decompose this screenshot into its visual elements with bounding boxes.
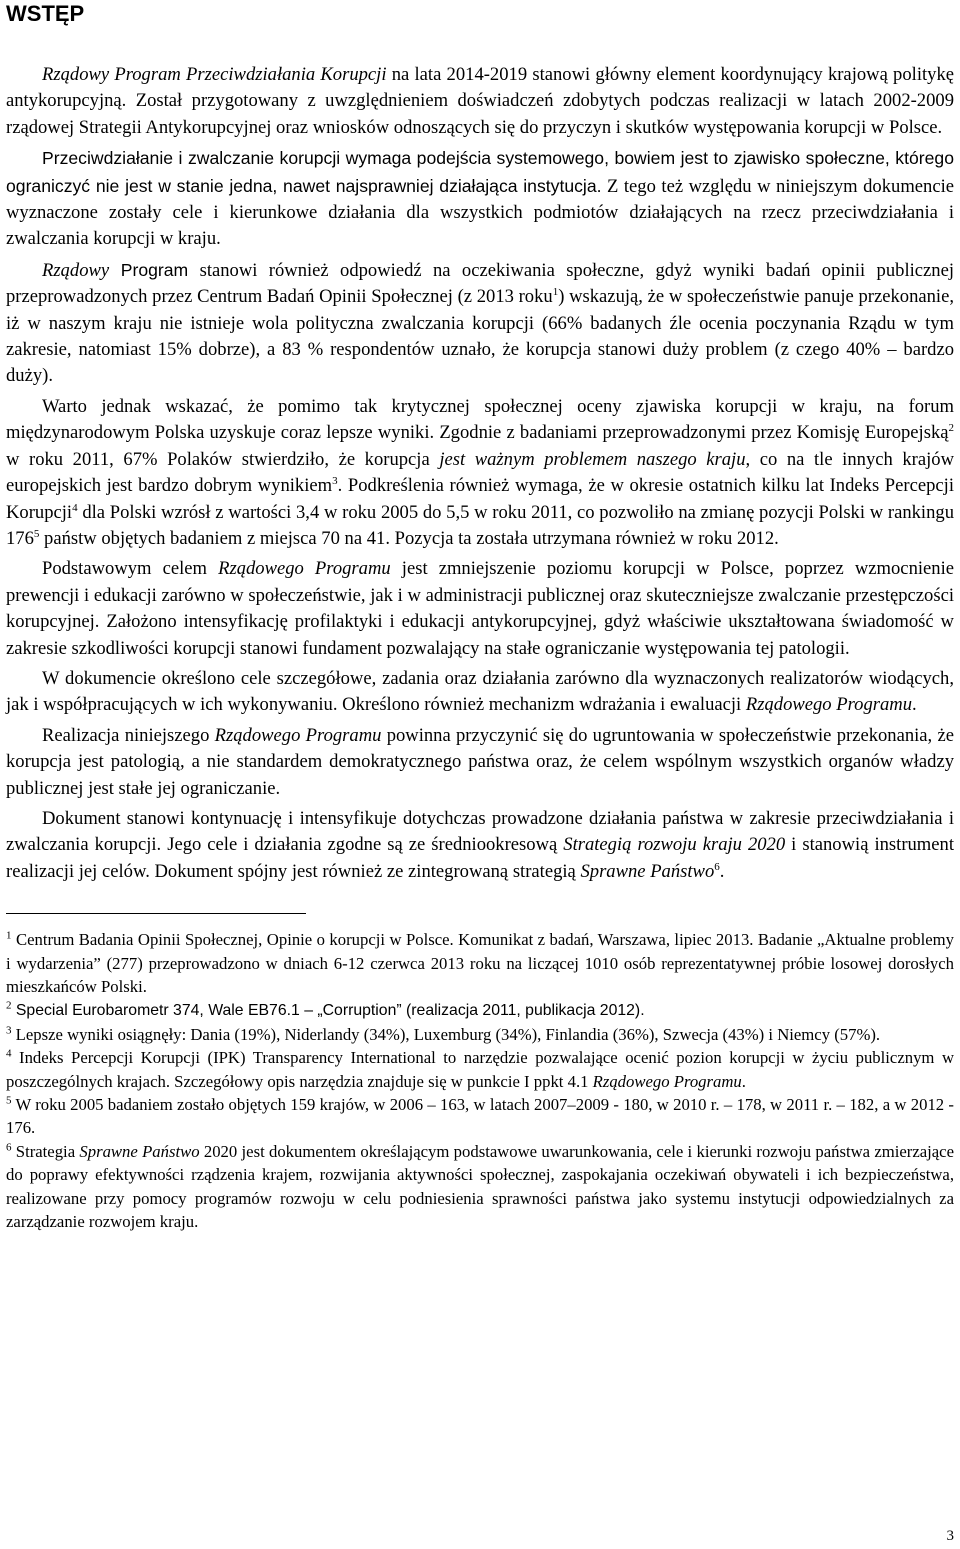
footnote-6	[6, 1140, 954, 1234]
footnote-text: Centrum Badania Opinii Społecznej, Opinie o korupcji w Polsce. Komunikat z badań, Warszawa, lipiec 2013. Badanie „Aktualne problemy i wydarzenia” (277) przeprowadzono w dniach 6-12 czerwca 2013 roku na liczącej 1010 osób reprezentatywnej próbie losowej dorosłych mieszkańców Polski.	[6, 930, 954, 996]
footnote-number: 5	[6, 1094, 12, 1107]
paragraph-text: . Podkreślenia również wymaga, że w okresie ostatnich kilku lat Indeks Percepcji Korupcji	[6, 475, 954, 523]
paragraph-text: Dokument stanowi kontynuację i intensyfikuje dotychczas prowadzone działania państwa w zakresie przeciwdziałania i zwalczania korupcji. Jego cele i działania zgodne są ze średniookresową	[6, 807, 954, 856]
paragraph-5	[6, 556, 954, 662]
footnote-text: Strategia	[11, 1141, 80, 1161]
paragraph-6	[6, 666, 954, 719]
paragraph-text: stanowi również odpowiedź na oczekiwania społeczne, gdyż wyniki badań opinii publicznej przeprowadzonych przez Centrum Badań Opinii Społecznej (z 2013 roku	[6, 259, 954, 308]
paragraph-text: i stanowią instrument realizacji jej celów. Dokument spójny jest również ze zintegrowaną strategią	[6, 834, 954, 882]
footnote-separator	[6, 913, 306, 914]
paragraph-text: .	[912, 694, 917, 716]
paragraph-7	[6, 723, 954, 802]
paragraph-text: Warto jednak wskazać, że pomimo tak krytycznej społecznej oceny zjawiska korupcji w kraju, na forum międzynarodowym Polska uzyskuje coraz lepsze wyniki. Zgodnie z badaniami przeprowadzonymi przez Komisję Europejską	[6, 395, 954, 444]
paragraph-text: ) wskazują, że w społeczeństwie panuje przekonanie, iż w naszym kraju nie istnieje wola polityczna zwalczania korupcji (66% badanych źle ocenia poczynania Rządu w tym zakresie, natomiast 15% dobrze), a 83 % respondentów uznało, że korupcja stanowi duży problem (z czego 40% – bardzo duży).	[6, 286, 954, 387]
footnote-number: 3	[6, 1024, 12, 1037]
footnote-text: 2020 jest dokumentem określającym podstawowe uwarunkowania, cele i kierunki rozwoju państwa zmierzające do poprawy efektywności rządzenia krajem, rozwijania aktywności społecznej, zaspokajania oczekiwań obywateli i ich bezpieczeństwa, realizowane przy pomocy programów rozwoju w celu podniesienia sprawności państwa jako systemu instytucji odpowiedzialnych za zarządzanie rozwojem kraju.	[6, 1141, 954, 1232]
paragraph-text: Przeciwdziałanie i zwalczanie korupcji wymaga podejścia systemowego, bowiem jest to zjawisko społeczne, którego ograniczyć nie jest w stanie jedna, nawet najsprawniej działająca instytucja.	[6, 148, 954, 196]
paragraph-4	[6, 394, 954, 552]
paragraph-text: Z tego też względu w niniejszym dokumencie wyznaczone zostały cele i kierunkowe działania dla wszystkich podmiotów działających na rzecz przeciwdziałania i zwalczania korupcji w kraju.	[6, 175, 955, 250]
paragraph-2	[6, 145, 954, 253]
italic-text: Rządowego Programu	[745, 694, 913, 716]
footnote-ref[interactable]: 6	[714, 860, 720, 873]
body-text	[6, 62, 954, 885]
footnote-number: 4	[6, 1047, 12, 1060]
paragraph-text: , co na tle innych krajów europejskich jest bardzo dobrym wynikiem	[6, 448, 955, 497]
paragraph-text: powinna przyczynić się do ugruntowania w społeczeństwie przekonania, że korupcja jest patologią, a nie standardem demokratycznego państwa oraz, że celem wspólnym wszystkich organów władzy publicznej jest stałe jej ograniczanie.	[6, 724, 954, 799]
section-heading: WSTĘP	[6, 1, 85, 26]
footnote-ref[interactable]: 3	[332, 474, 338, 487]
paragraph-text: w roku 2011, 67% Polaków stwierdziło, że korupcja	[6, 448, 440, 470]
footnote-number: 2	[6, 999, 12, 1012]
footnote-number: 1	[6, 929, 12, 942]
paragraph-text: Podstawowym celem	[42, 558, 219, 580]
document-page	[6, 0, 954, 1233]
paragraph-text: dla Polski wzrósł z wartości 3,4 w roku 2005 do 5,5 w roku 2011, co pozwoliło na zmianę pozycji Polski w rankingu 176	[6, 501, 954, 549]
paragraph-1	[6, 62, 954, 141]
footnote-text: Indeks Percepcji Korupcji (IPK) Transparency International to narzędzie pozwalające ocenić pozion korupcji w życiu publicznym w poszczególnych krajach. Szczegółowy opis narzędzia znajduje się w punkcie I ppkt 4.1	[6, 1048, 954, 1091]
footnote-ref[interactable]: 2	[948, 422, 954, 435]
italic-text: Rządowy	[42, 259, 110, 281]
page-number: 3	[946, 1528, 954, 1544]
footnote-text: .	[741, 1071, 746, 1091]
program-title: Rządowy Program Przeciwdziałania Korupcji	[42, 64, 387, 85]
footnotes	[6, 928, 954, 1233]
footnote-text: W roku 2005 badaniem zostało objętych 159 krajów, w 2006 – 163, w latach 2007–2009 - 180, w 2010 r. – 178, w 2011 r. – 182, a w 2012 - 176.	[6, 1095, 954, 1138]
footnote-3	[6, 1023, 954, 1046]
footnote-ref[interactable]: 4	[72, 501, 78, 514]
paragraph-3	[6, 257, 954, 390]
paragraph-text: na lata 2014-2019 stanowi główny element koordynujący krajową politykę antykorupcyjną. Został przygotowany z uwzględnieniem doświadczeń zdobytych podczas realizacji w latach 2002-2009 rządowej Strategii Antykorupcyjnej oraz wniosków odnoszących się do przyczyn i skutków występowania korupcji w Polsce.	[6, 64, 954, 138]
paragraph-text: W dokumencie określono cele szczegółowe, zadania oraz działania zarówno dla wyznaczonych realizatorów wiodących, jak i współpracujących w ich wykonywaniu. Określono również mechanizm wdrażania i ewaluacji	[6, 667, 954, 716]
footnote-5	[6, 1093, 954, 1140]
paragraph-text: .	[719, 860, 725, 882]
paragraph-8	[6, 806, 954, 885]
footnote-text: Special Eurobarometr 374, Wale EB76.1 – „Corruption” (realizacja 2011, publikacja 2012).	[11, 1002, 645, 1020]
italic-text: Rządowego Programu	[592, 1071, 742, 1091]
italic-text: jest ważnym problemem naszego kraju	[439, 448, 746, 470]
paragraph-text: jest zmniejszenie poziomu korupcji w Polsce, poprzez wzmocnienie prewencji i edukacji zarówno w społeczeństwie, jak i w administracji publicznej oraz skuteczniejsze zwalczanie przestępczości korupcyjnej. Założono intensyfikację profilaktyki i edukacji antykorupcyjnej, gdyż właściwie ukształtowana świadomość w zakresie szkodliwości korupcji stanowi fundament pozwalający na stałe ograniczanie występowania tej patologii.	[6, 558, 954, 659]
italic-text: Sprawne Państwo	[79, 1141, 200, 1161]
italic-text: Strategią rozwoju kraju 2020	[563, 834, 786, 856]
footnote-4	[6, 1046, 954, 1093]
italic-text: Rządowego Programu	[214, 724, 382, 746]
paragraph-text: Program	[109, 259, 189, 280]
footnote-2	[6, 998, 954, 1022]
paragraph-text: państw objętych badaniem z miejsca 70 na 41. Pozycja ta została utrzymana również w roku 2012.	[39, 527, 779, 549]
footnote-ref[interactable]: 1	[552, 286, 559, 299]
footnote-number: 6	[6, 1141, 12, 1154]
footnote-1	[6, 928, 954, 998]
italic-text: Sprawne Państwo	[580, 860, 715, 882]
paragraph-text: Realizacja niniejszego	[42, 724, 215, 746]
italic-text: Rządowego Programu	[218, 558, 391, 580]
footnote-ref[interactable]: 5	[33, 527, 40, 540]
footnote-text: Lepsze wyniki osiągnęły: Dania (19%), Niderlandy (34%), Luxemburg (34%), Finlandia (36%), Szwecja (43%) i Niemcy (57%).	[11, 1024, 881, 1044]
